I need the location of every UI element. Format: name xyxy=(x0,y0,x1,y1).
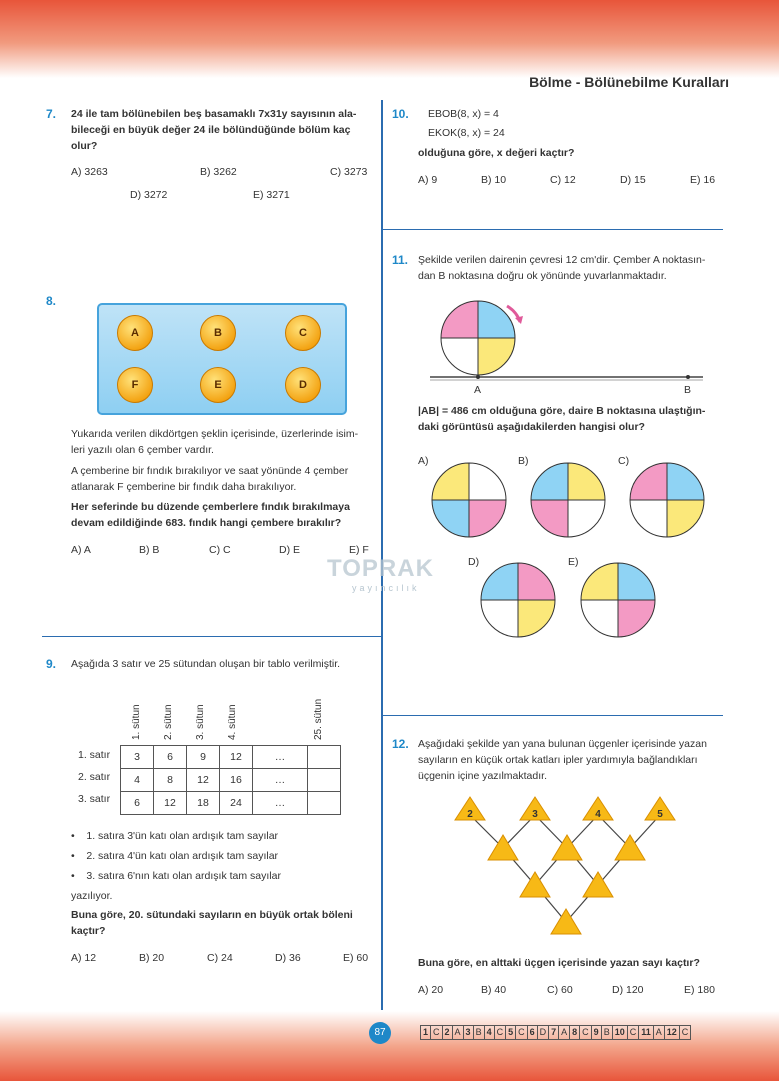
answer-key-letter: B xyxy=(602,1026,613,1039)
answer-key-number: 4 xyxy=(485,1026,495,1039)
question-text: Yukarıda verilen dikdörtgen şeklin içerisinde, üzerlerinde isim- xyxy=(71,428,359,440)
row-label: 1. satır xyxy=(78,749,111,761)
answer-key-letter: D xyxy=(538,1026,550,1039)
table-cell: 24 xyxy=(220,792,253,815)
question-text: üçgenin içine yazılmaktadır. xyxy=(418,770,547,782)
column-label: 1. sütun xyxy=(131,704,142,740)
circle-d: D xyxy=(285,367,321,403)
answer-key-letter: C xyxy=(495,1026,507,1039)
answer-key-number: 8 xyxy=(570,1026,580,1039)
answer-key-letter: C xyxy=(516,1026,528,1039)
option-label: B) xyxy=(518,455,529,467)
header-band xyxy=(0,0,779,78)
question-text: A çemberine bir fındık bırakılıyor ve saat yönünde 4 çember xyxy=(71,465,349,477)
answer-key-number: 7 xyxy=(549,1026,559,1039)
quarter-white xyxy=(441,338,478,375)
lcm-triangle-diagram xyxy=(440,790,690,945)
answer-option[interactable]: D) 120 xyxy=(612,984,644,996)
bullet-text: 2. satıra 4'ün katı olan ardışık tam sayılar xyxy=(86,850,279,862)
table-cell: 12 xyxy=(220,746,253,769)
section-rule xyxy=(383,715,723,716)
table-cell: 6 xyxy=(121,792,154,815)
answer-key-number: 12 xyxy=(665,1026,680,1039)
table-cell: 9 xyxy=(187,746,220,769)
answer-option[interactable]: E) 16 xyxy=(690,174,716,186)
table-cell: 18 xyxy=(187,792,220,815)
question-text: olduğuna göre, x değeri kaçtır? xyxy=(418,147,575,159)
option-label: A) xyxy=(418,455,429,467)
triangle-number: 5 xyxy=(657,809,663,820)
table-cell: … xyxy=(253,769,308,792)
answer-option[interactable]: A) A xyxy=(71,544,91,556)
answer-option[interactable]: D) 3272 xyxy=(130,189,168,201)
table-cell: 16 xyxy=(220,769,253,792)
answer-option[interactable]: C) C xyxy=(209,544,231,556)
answer-key-number: 3 xyxy=(464,1026,474,1039)
question-number: 12. xyxy=(392,737,409,751)
option-b-circle[interactable] xyxy=(528,460,608,540)
answer-key xyxy=(420,1025,691,1040)
answer-option[interactable]: A) 3263 xyxy=(71,166,108,178)
arrowhead-icon xyxy=(515,316,523,324)
table-cell: 8 xyxy=(154,769,187,792)
number-table xyxy=(120,745,341,815)
answer-option[interactable]: B) 20 xyxy=(139,952,165,964)
section-rule xyxy=(42,636,381,637)
row-label: 2. satır xyxy=(78,771,111,783)
answer-option[interactable]: E) 3271 xyxy=(253,189,290,201)
option-e-circle[interactable] xyxy=(578,560,658,640)
table-cell xyxy=(308,792,341,815)
answer-key-letter: A xyxy=(559,1026,570,1039)
question-text: bileceği en büyük değer 24 ile bölündüğünde bölüm kaç xyxy=(71,124,351,136)
triangle-number: 2 xyxy=(467,809,473,820)
publisher-watermark-logo: TOPRAK xyxy=(327,555,434,582)
question-number: 7. xyxy=(46,107,57,121)
table-row xyxy=(121,769,341,792)
answer-key-number: 11 xyxy=(639,1026,654,1039)
table-cell: … xyxy=(253,746,308,769)
question-number: 11. xyxy=(392,253,409,267)
option-label: C) xyxy=(618,455,630,467)
answer-key-number: 2 xyxy=(443,1026,453,1039)
bullet-text: 3. satıra 6'nın katı olan ardışık tam sayılar xyxy=(86,870,281,882)
answer-key-letter: C xyxy=(431,1026,443,1039)
section-rule xyxy=(383,229,723,230)
question-text: daki görüntüsü aşağıdakilerden hangisi olur? xyxy=(418,421,645,433)
table-cell: 12 xyxy=(187,769,220,792)
circle-b: B xyxy=(200,315,236,351)
answer-key-number: 9 xyxy=(592,1026,602,1039)
answer-key-number: 10 xyxy=(613,1026,628,1039)
question-text: dan B noktasına doğru ok yönünde yuvarlanmaktadır. xyxy=(418,270,667,282)
column-label: 2. sütun xyxy=(163,704,174,740)
triangle-number: 4 xyxy=(595,809,601,820)
answer-option[interactable]: A) 20 xyxy=(418,984,444,996)
option-label: D) xyxy=(468,556,480,568)
equation: EKOK(8, x) = 24 xyxy=(428,127,505,139)
circle-a: A xyxy=(117,315,153,351)
option-label: E) xyxy=(568,556,579,568)
question-text: devam edildiğinde 683. fındık hangi çembere bırakılır? xyxy=(71,517,342,529)
answer-key-letter: C xyxy=(580,1026,592,1039)
table-cell: 12 xyxy=(154,792,187,815)
question-text: Her seferinde bu düzende çemberlere fındık bırakılmaya xyxy=(71,501,350,513)
point-a-label: A xyxy=(474,384,482,396)
rolling-circle-figure xyxy=(425,298,715,398)
answer-option[interactable]: E) 180 xyxy=(684,984,715,996)
table-cell: … xyxy=(253,792,308,815)
publisher-watermark-sub: yayıncılık xyxy=(352,583,420,593)
circle-e: E xyxy=(200,367,236,403)
table-row xyxy=(121,792,341,815)
answer-option[interactable]: C) 12 xyxy=(550,174,576,186)
table-row xyxy=(121,746,341,769)
answer-key-number: 5 xyxy=(506,1026,516,1039)
answer-option[interactable]: A) 12 xyxy=(71,952,97,964)
answer-option[interactable]: D) 36 xyxy=(275,952,301,964)
answer-option[interactable]: B) 40 xyxy=(481,984,507,996)
equation: EBOB(8, x) = 4 xyxy=(428,108,499,120)
answer-option[interactable]: E) F xyxy=(349,544,369,556)
point-a-dot xyxy=(476,375,480,379)
answer-option[interactable]: C) 24 xyxy=(207,952,233,964)
table-cell: 4 xyxy=(121,769,154,792)
question-number: 8. xyxy=(46,294,57,308)
answer-option[interactable]: D) 15 xyxy=(620,174,646,186)
table-cell xyxy=(308,746,341,769)
answer-key-letter: B xyxy=(474,1026,485,1039)
page-title: Bölme - Bölünebilme Kuralları xyxy=(529,74,729,90)
table-cell: 3 xyxy=(121,746,154,769)
column-label: 25. sütun xyxy=(313,698,324,740)
answer-option[interactable]: A) 9 xyxy=(418,174,438,186)
answer-key-letter: A xyxy=(654,1026,665,1039)
quarter-yellow xyxy=(478,338,515,375)
triangles xyxy=(455,797,675,934)
bullet-item: • 2. satıra 4'ün katı olan ardışık tam sayılar xyxy=(71,850,279,862)
point-b-label: B xyxy=(684,384,692,396)
question-number: 10. xyxy=(392,107,409,121)
question-text: atlanarak F çemberine bir fındık daha bırakılıyor. xyxy=(71,481,297,493)
option-c-circle[interactable] xyxy=(627,460,707,540)
answer-option[interactable]: B) 3262 xyxy=(200,166,237,178)
table-cell: 6 xyxy=(154,746,187,769)
quarter-pink xyxy=(441,301,478,338)
triangle-number: 3 xyxy=(532,809,538,820)
answer-option[interactable]: C) 3273 xyxy=(330,166,368,178)
question-text: 24 ile tam bölünebilen beş basamaklı 7x31y sayısının ala- xyxy=(71,108,357,120)
answer-option[interactable]: D) E xyxy=(279,544,300,556)
answer-key-letter: C xyxy=(628,1026,640,1039)
table-cell xyxy=(308,769,341,792)
question-text: yazılıyor. xyxy=(71,890,113,902)
bullet-item: • 3. satıra 6'nın katı olan ardışık tam sayılar xyxy=(71,870,281,882)
question-text: Aşağıda 3 satır ve 25 sütundan oluşan bir tablo verilmiştir. xyxy=(71,658,341,670)
column-label: 4. sütun xyxy=(227,704,238,740)
answer-key-letter: C xyxy=(681,1027,689,1037)
question-number: 9. xyxy=(46,657,57,671)
footer-band xyxy=(0,1011,779,1081)
question-text: sayıların en küçük ortak katları ipler yardımıyla bağlandıkları xyxy=(418,754,698,766)
answer-key-letter: A xyxy=(453,1026,464,1039)
answer-option[interactable]: B) B xyxy=(139,544,160,556)
answer-option[interactable]: E) 60 xyxy=(343,952,369,964)
answer-option[interactable]: C) 60 xyxy=(547,984,573,996)
column-label: 3. sütun xyxy=(195,704,206,740)
question-text: Buna göre, en alttaki üçgen içerisinde yazan sayı kaçtır? xyxy=(418,957,700,969)
question-text: Aşağıdaki şekilde yan yana bulunan üçgenler içerisinde yazan xyxy=(418,738,707,750)
point-b-dot xyxy=(686,375,690,379)
circle-c: C xyxy=(285,315,321,351)
question-text: Şekilde verilen dairenin çevresi 12 cm'dir. Çember A noktasın- xyxy=(418,254,706,266)
connecting-strings xyxy=(470,815,660,922)
question-text: Buna göre, 20. sütundaki sayıların en büyük ortak böleni xyxy=(71,909,353,921)
option-a-circle[interactable] xyxy=(429,460,509,540)
question-text: |AB| = 486 cm olduğuna göre, daire B noktasına ulaştığın- xyxy=(418,405,706,417)
row-label: 3. satır xyxy=(78,793,111,805)
answer-option[interactable]: B) 10 xyxy=(481,174,507,186)
answer-key-number: 1 xyxy=(421,1026,431,1039)
question-text: leri yazılı olan 6 çember vardır. xyxy=(71,444,214,456)
question-text: kaçtır? xyxy=(71,925,106,937)
rectangle-figure xyxy=(97,303,347,415)
bullet-text: 1. satıra 3'ün katı olan ardışık tam sayılar xyxy=(86,830,279,842)
answer-key-number: 6 xyxy=(528,1026,538,1039)
page-number: 87 xyxy=(369,1022,391,1044)
bullet-item: • 1. satıra 3'ün katı olan ardışık tam sayılar xyxy=(71,830,279,842)
option-d-circle[interactable] xyxy=(478,560,558,640)
circle-f: F xyxy=(117,367,153,403)
question-text: olur? xyxy=(71,140,98,152)
